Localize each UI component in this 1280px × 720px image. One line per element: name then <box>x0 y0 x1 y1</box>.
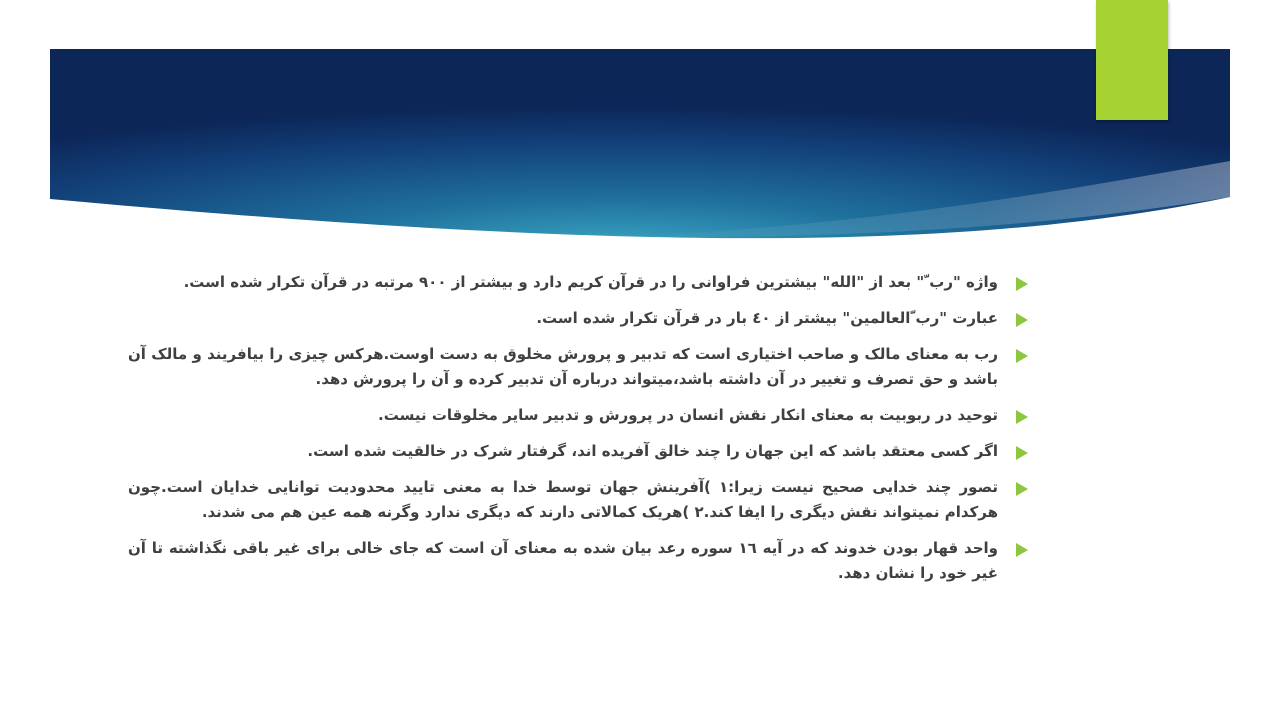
bullet-item <box>128 536 1032 586</box>
bullet-text: تصور چند خدایی صحیح نیست زیرا:۱ )آفرینش جهان توسط خدا به معنی تایید محدودیت توانایی خدایان است.چون هرکدام نمیتواند نقش دیگری را ایفا کند.۲ )هریک کمالاتی دارند که دیگری ندارد وگرنه همه عین هم می شدند. <box>128 478 998 521</box>
bullet-text: واژه "رب ّ" بعد از "الله" بیشترین فراوانی را در قرآن کریم دارد و بیشتر از ۹۰۰ مرتبه در قرآن تکرار شده است. <box>183 273 998 291</box>
bullet-item <box>128 475 1032 525</box>
triangle-bullet-icon <box>1016 410 1028 424</box>
triangle-bullet-icon <box>1016 313 1028 327</box>
bullet-text: توحید در ربوبیت به معنای انکار نقش انسان در پرورش و تدبیر سایر مخلوقات نیست. <box>378 406 998 424</box>
bullet-text: عبارت "رب ّالعالمین" بیشتر از ٤۰ بار در قرآن تکرار شده است. <box>536 309 998 327</box>
slide-content <box>128 270 1032 610</box>
triangle-bullet-icon <box>1016 446 1028 460</box>
accent-tab <box>1096 0 1168 120</box>
triangle-bullet-icon <box>1016 482 1028 496</box>
header-banner <box>50 49 1230 239</box>
bullet-item <box>128 306 1032 331</box>
bullet-list <box>128 270 1032 586</box>
bullet-text: واحد قهار بودن خدوند که در آیه ۱٦ سوره رعد بیان شده به معنای آن است که جای خالی برای غیر باقی نگذاشته تا آن غیر خود را نشان دهد. <box>128 539 998 582</box>
triangle-bullet-icon <box>1016 349 1028 363</box>
triangle-bullet-icon <box>1016 543 1028 557</box>
bullet-text: رب به معنای مالک و صاحب اختیاری است که تدبیر و پرورش مخلوق به دست اوست.هرکس چیزی را بیافریند و مالک آن باشد و حق تصرف و تغییر در آن داشته باشد،میتواند درباره آن تدبیر کرده و آن را پرورش دهد. <box>128 345 998 388</box>
bullet-item <box>128 439 1032 464</box>
triangle-bullet-icon <box>1016 277 1028 291</box>
banner-graphic <box>50 49 1230 239</box>
bullet-item <box>128 270 1032 295</box>
bullet-item <box>128 403 1032 428</box>
bullet-item <box>128 342 1032 392</box>
bullet-text: اگر کسی معتقد باشد که این جهان را چند خالق آفریده اند، گرفتار شرک در خالقیت شده است. <box>307 442 998 460</box>
